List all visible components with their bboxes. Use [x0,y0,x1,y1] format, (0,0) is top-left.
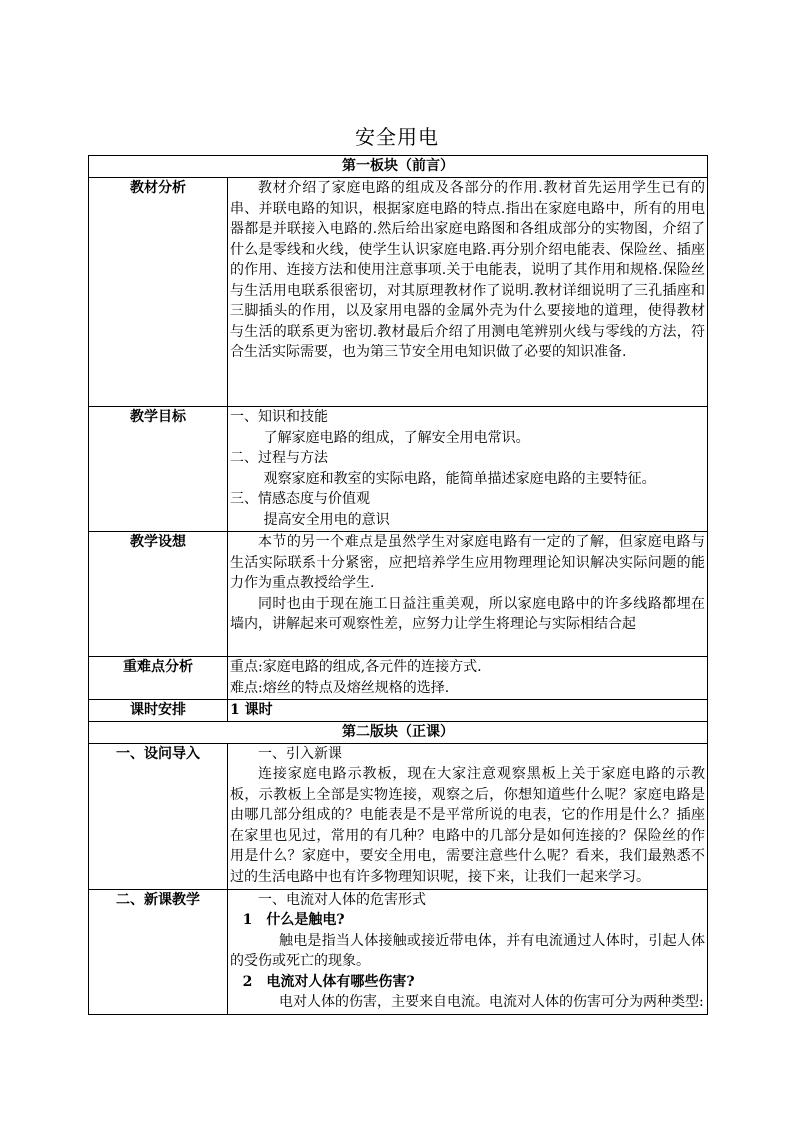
teaching-design-para-2: 同时也由于现在施工日益注重美观，所以家庭电路中的许多线路都埋在墙内，讲解起来可观察性差，应努力让学生将理论与实际相结合起 [230,595,705,632]
table-row [89,407,708,532]
goal-heading-1: 一、知识和技能 [230,409,328,425]
new-lesson-heading: 一、电流对人体的危害形式 [258,891,426,908]
row-label-new-lesson: 二、新课教学 [89,889,228,1014]
goal-text-1: 了解家庭电路的组成，了解安全用电常识。 [263,429,530,446]
teaching-goals-cell [228,407,708,532]
difficult-point-text: 难点:熔丝的特点及熔丝规格的选择. [230,679,450,696]
goal-heading-2: 二、过程与方法 [230,450,328,466]
table-row [89,178,708,407]
table-row [89,889,708,1014]
answer-2: 电对人体的伤害，主要来自电流。电流对人体的伤害可分为两种类型: [279,994,704,1010]
textbook-analysis-cell [228,178,708,407]
teaching-design-para-1: 本节的另一个难点是虽然学生对家庭电路有一定的了解，但家庭电路与生活实际联系十分紧密，应把培养学生应用物理理论知识解决实际问题的能力作为重点教授给学生. [230,534,705,591]
textbook-analysis-text: 教材介绍了家庭电路的组成及各部分的作用.教材首先运用学生已有的串、并联电路的知识，根据家庭电路的特点.指出在家庭电路中，所有的用电器都是并联接入电路的.然后给出家庭电路图和各组成部分的实物图，介绍了什么是零线和火线，使学生认识家庭电路.再分别介绍电能表、保险丝、插座的作用、连接方法和使用注意事项.关于电能表，说明了其作用和规格.保险丝与生活用电联系很密切，对其原理教材作了说明.教材详细说明了三孔插座和三脚插头的作用，以及家用电器的金属外壳为什么要接地的道理，使得教材与生活的联系更为密切.教材最后介绍了用测电笔辨别火线与零线的方法，符合生活实际需要，也为第三节安全用电知识做了必要的知识准备. [230,180,705,360]
lesson-plan-table [88,155,708,1015]
section-heading-main: 第二版块（正课） [89,721,708,743]
row-label-teaching-design: 教学设想 [89,532,228,657]
section-row [89,721,708,743]
intro-heading: 一、引入新课 [258,745,342,762]
table-row [89,743,708,889]
goal-text-3: 提高安全用电的意识 [263,511,390,528]
table-row [89,657,708,700]
page-title: 安全用电 [355,125,439,149]
goal-text-2: 观察家庭和教室的实际电路，能简单描述家庭电路的主要特征。 [263,470,656,487]
intro-text: 连接家庭电路示教板，现在大家注意观察黑板上关于家庭电路的示教板，示教板上全部是实物连接，观察之后，你想知道些什么呢？家庭电路是由哪几部分组成的？电能表是不是平常所说的电表，它的作用是什么？插座在家里也见过，常用的有几种？电路中的几部分是如何连接的？保险丝的作用是什么？家庭中，要安全用电，需要注意些什么呢？看来，我们最熟悉不过的生活电路中也有许多物理知识呢，接下来，让我们一起来学习。 [230,766,705,885]
table-row [89,532,708,657]
key-points-cell [228,657,708,700]
schedule-value: 1 课时 [228,700,708,722]
intro-cell [228,743,708,889]
section-heading-preface: 第一板块（前言） [89,156,708,178]
answer-1: 触电是指当人体接触或接近带电体，并有电流通过人体时，引起人体的受伤或死亡的现象。 [230,932,705,969]
table-row [89,700,708,722]
row-label-intro: 一、设问导入 [89,743,228,889]
key-point-text: 重点:家庭电路的组成,各元件的连接方式. [230,659,482,675]
question-2: 2 电流对人体有哪些伤害? [242,973,415,990]
section-row [89,156,708,178]
teaching-design-cell [228,532,708,657]
question-1: 1 什么是触电? [242,912,345,928]
row-label-textbook-analysis: 教材分析 [89,178,228,407]
row-label-key-points: 重难点分析 [89,657,228,700]
goal-heading-3: 三、情感态度与价值观 [230,491,370,507]
row-label-schedule: 课时安排 [89,700,228,722]
row-label-teaching-goals: 教学目标 [89,407,228,532]
new-lesson-cell [228,889,708,1014]
